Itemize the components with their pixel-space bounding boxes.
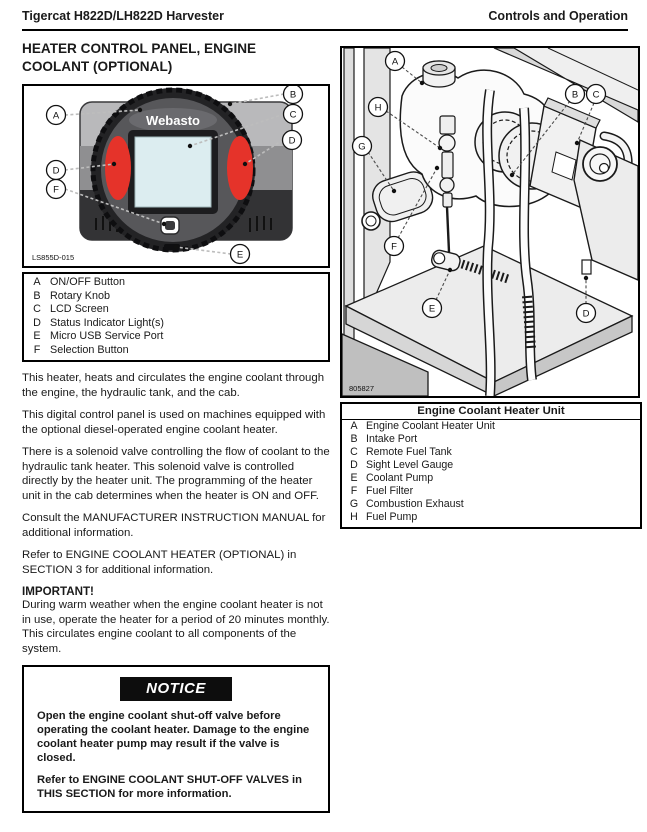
legend-row [342,459,640,472]
svg-text:D: D [52,165,60,177]
legend-row [24,290,328,304]
legend-key: E [350,472,358,484]
body-paragraph-4: Consult the MANUFACTURER INSTRUCTION MANUAL for additional information. [22,512,326,539]
notice-box [22,665,330,813]
legend-row [342,485,640,498]
page-title: HEATER CONTROL PANEL, ENGINE COOLANT (OPTIONAL) [22,41,257,74]
callout-h [369,98,388,117]
figure2-caption: 805827 [349,384,375,393]
svg-text:E: E [236,249,244,261]
svg-text:H: H [374,102,382,114]
legend-key: A [33,276,41,289]
legend-key: G [349,498,359,510]
header-model-title: Tigercat H822D/LH822D Harvester [22,9,224,23]
legend-key: E [33,330,41,343]
callout-b [566,85,585,104]
heater-unit-legend [340,402,642,529]
notice-paragraph-1: Open the engine coolant shut-off valve before operating the coolant heater. Damage to the engine coolant heater pump may result if the valve is closed. [37,710,310,765]
control-panel-legend [22,272,330,362]
legend-row [342,420,640,433]
legend-row [24,317,328,331]
svg-text:B: B [571,89,579,101]
svg-text:C: C [592,89,600,101]
legend-row [24,344,328,358]
callout-g [353,137,372,156]
legend-label: Rotary Knob [50,289,111,302]
figure1-caption: LS855D-015 [32,253,75,263]
legend-label: Engine Coolant Heater Unit [366,420,495,432]
legend-label: LCD Screen [50,303,109,316]
legend-label: Status Indicator Light(s) [50,316,165,329]
svg-text:B: B [289,89,297,101]
fuel-filler-cap-pull [600,164,609,173]
legend-label: Selection Button [50,343,129,356]
legend-key: C [350,446,358,458]
callout-d [577,304,596,323]
svg-text:C: C [289,109,297,121]
legend-row [24,303,328,317]
callout-d-left [47,161,66,180]
heater-unit-illustration [342,48,638,396]
svg-text:F: F [391,241,397,253]
legend-key: D [33,316,41,329]
svg-text:D: D [288,135,296,147]
lcd-screen [135,137,211,207]
body-paragraph-2: This digital control panel is used on machines equipped with the optional diesel-operated engine coolant heater. [22,409,326,436]
legend-row [342,511,640,524]
expansion-tank [423,61,455,87]
legend-row [342,498,640,511]
body-paragraph-5: Refer to ENGINE COOLANT HEATER (OPTIONAL) in SECTION 3 for additional information. [22,549,297,576]
heater-unit-legend-title: Engine Coolant Heater Unit [342,404,640,420]
legend-key: A [350,420,358,432]
legend-key: B [350,433,358,445]
callout-c [587,85,606,104]
svg-text:F: F [53,184,59,196]
legend-label: Fuel Pump [366,511,418,523]
legend-label: Remote Fuel Tank [366,446,452,458]
selection-button-inner [165,221,175,230]
callout-c [284,105,303,124]
legend-label: Micro USB Service Port [50,330,164,343]
important-text: During warm weather when the engine coolant heater is not in use, operate the heater for a period of 20 minutes monthly. This circulates engine coolant to all components of the system. [22,599,330,655]
frame-wall-left [364,48,390,300]
legend-label: ON/OFF Button [50,276,125,289]
heater-unit-figure [340,46,640,398]
webasto-logo: Webasto [146,113,200,129]
legend-label: Combustion Exhaust [366,498,464,510]
legend-key: D [350,459,358,471]
legend-row [342,433,640,446]
legend-key: H [350,511,358,523]
svg-text:A: A [52,110,60,122]
callout-b [284,86,303,104]
svg-text:A: A [391,56,399,68]
control-panel-illustration [24,86,328,266]
callout-e [423,299,442,318]
legend-key: F [33,343,41,356]
legend-row [24,276,328,290]
header-section-title: Controls and Operation [488,9,628,23]
notice-paragraph-2: Refer to ENGINE COOLANT SHUT-OFF VALVES in THIS SECTION for more information. [37,774,302,801]
legend-label: Intake Port [366,433,418,445]
body-paragraph-3: There is a solenoid valve controlling the flow of coolant to the hydraulic tank heater. This solenoid valve is controlled directly by the heater unit. The programming of the heater unit in the cab determines when the heater is ON and OFF. [22,446,330,502]
exhaust-pipe-end [362,212,380,230]
status-light-right [227,136,253,200]
status-light-left [105,136,131,200]
svg-text:G: G [358,141,366,153]
legend-label: Coolant Pump [366,472,434,484]
svg-text:D: D [582,308,590,320]
notice-label: NOTICE [120,677,232,701]
legend-label: Fuel Filter [366,485,414,497]
callout-a [386,52,405,71]
coolant-hose-1 [487,90,491,396]
left-column [22,40,330,813]
callout-f [47,180,66,199]
callout-d-right [283,131,302,150]
legend-key: B [33,289,41,302]
important-heading: IMPORTANT! [22,585,94,599]
control-panel-figure [22,84,330,268]
sight-level-gauge [582,260,591,274]
callout-a [47,106,66,125]
svg-text:E: E [428,303,436,315]
legend-key: F [350,485,358,497]
callout-e [231,245,250,264]
legend-label: Sight Level Gauge [366,459,454,471]
legend-key: C [33,303,41,316]
body-paragraph-1: This heater, heats and circulates the engine coolant through the engine, the hydraulic tank, and the cab. [22,372,325,399]
legend-row [342,446,640,459]
fuel-filler-cap [583,147,617,181]
callout-f [385,237,404,256]
legend-row [24,330,328,344]
legend-row [342,472,640,485]
header-rule [22,29,628,31]
